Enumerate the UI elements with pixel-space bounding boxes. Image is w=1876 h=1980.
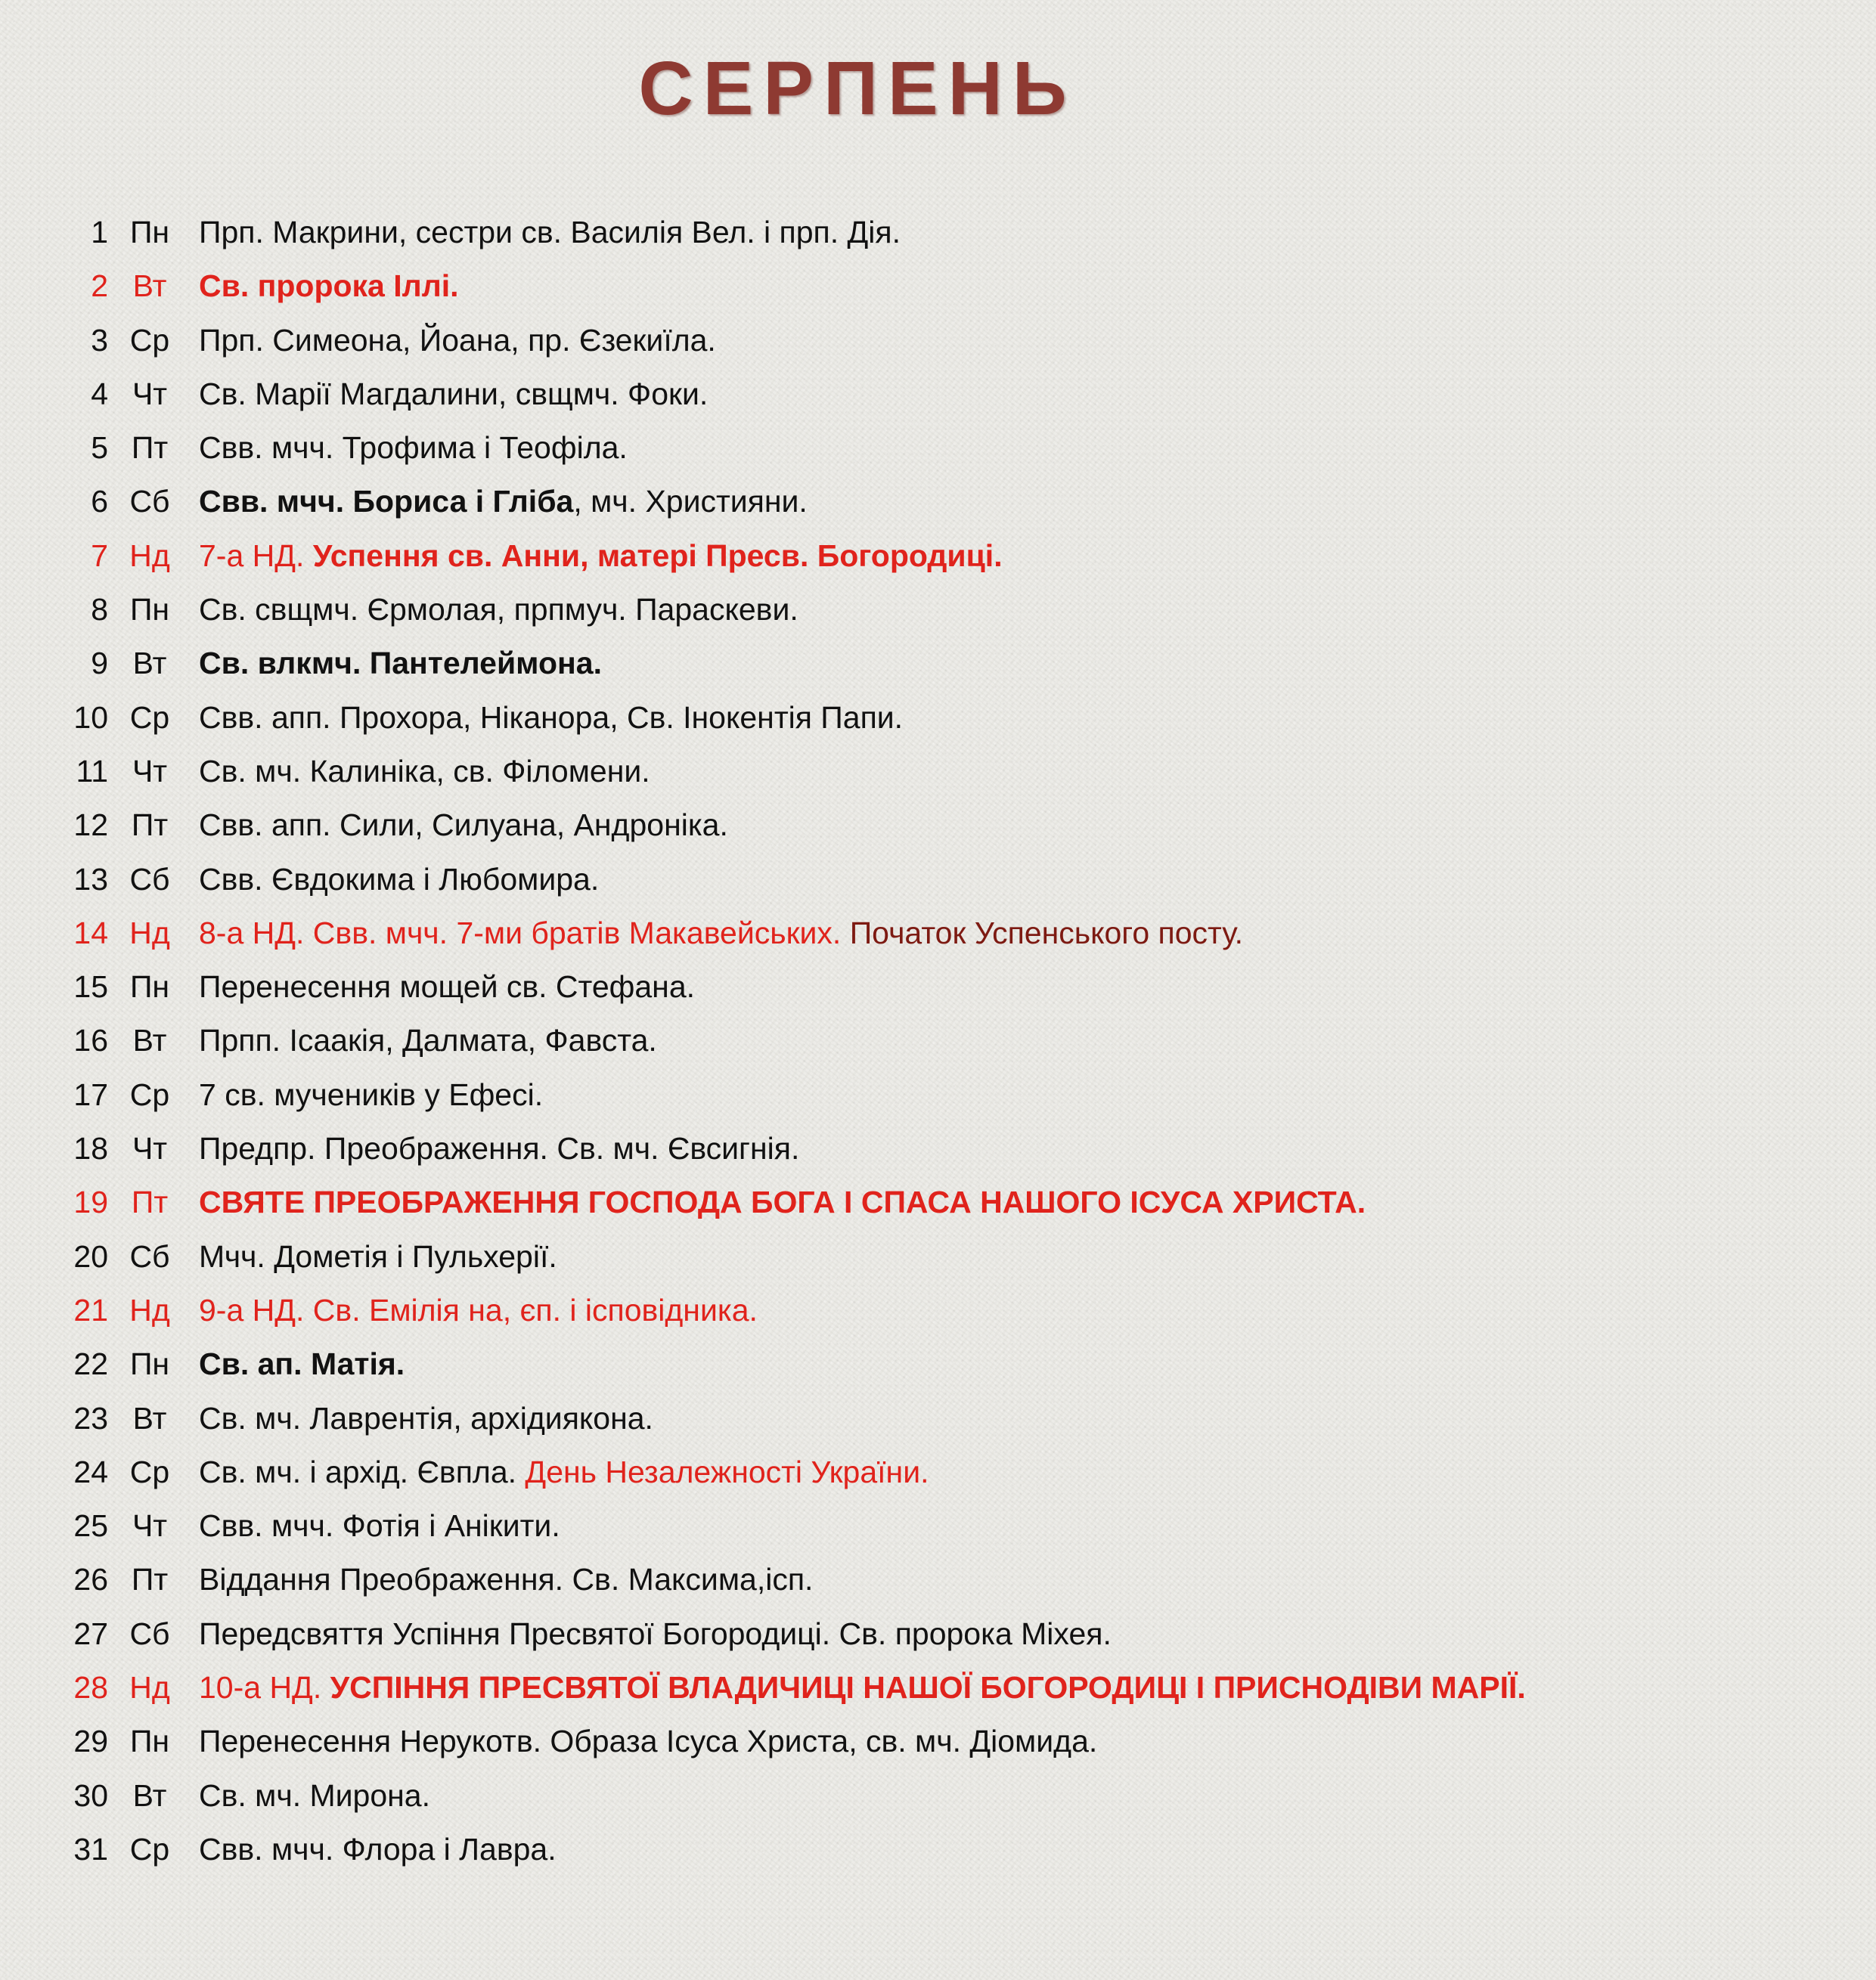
- feast-description: [199, 1445, 929, 1499]
- day-row: [0, 853, 1876, 906]
- weekday-label: Пн: [129, 215, 170, 249]
- feast-description: [199, 745, 650, 798]
- weekday-label: Вт: [132, 1400, 167, 1436]
- weekday-label: Нд: [129, 1292, 170, 1328]
- day-number: 20: [73, 1238, 108, 1274]
- feast-text-segment: , мч. Християни.: [573, 484, 808, 519]
- feast-text-segment: Свв. Євдокима і Любомира.: [199, 861, 600, 897]
- day-row: [0, 1176, 1876, 1229]
- feast-description: [199, 906, 1243, 960]
- day-number: 18: [73, 1131, 108, 1167]
- weekday-label: Чт: [132, 753, 168, 789]
- feast-text-segment: Св. пророка Іллі.: [199, 268, 459, 304]
- day-number: 28: [73, 1670, 108, 1706]
- day-number: 31: [73, 1831, 108, 1867]
- feast-description: [199, 583, 798, 637]
- feast-description: [199, 1176, 1366, 1229]
- day-row: [0, 1715, 1876, 1768]
- day-number: 5: [91, 430, 108, 466]
- day-row: [0, 798, 1876, 852]
- feast-text-segment: Початок Успенського посту.: [849, 915, 1244, 950]
- weekday-label: Нд: [129, 538, 170, 573]
- day-number: 17: [73, 1077, 108, 1112]
- weekday-label: Ср: [129, 699, 170, 735]
- feast-text-segment: Перенесення мощей св. Стефана.: [199, 969, 696, 1005]
- day-row: [0, 475, 1876, 528]
- feast-description: [199, 637, 602, 690]
- day-number: 4: [91, 376, 108, 411]
- feast-text-segment: Прп. Симеона, Йоана, пр. Єзекиїла.: [199, 322, 716, 358]
- day-list: [0, 206, 1876, 1876]
- feast-description: [199, 475, 808, 528]
- feast-text-segment: Свв. мчч. Фотія і Анікити.: [199, 1508, 560, 1544]
- day-number: 21: [73, 1292, 108, 1328]
- day-row: [0, 691, 1876, 745]
- feast-text-segment: Свв. мчч. Флора і Лавра.: [199, 1831, 557, 1867]
- day-row: [0, 1068, 1876, 1122]
- weekday-label: Пт: [131, 1185, 169, 1220]
- feast-description: [199, 1284, 758, 1337]
- weekday-label: Вт: [132, 268, 167, 304]
- weekday-label: Ср: [129, 322, 170, 358]
- weekday-label: Нд: [129, 1670, 170, 1706]
- feast-description: [199, 1823, 557, 1876]
- feast-description: [199, 206, 901, 259]
- feast-text-segment: Св. мч. Мирона.: [199, 1777, 430, 1813]
- feast-description: [199, 1122, 799, 1176]
- feast-description: [199, 1499, 560, 1553]
- day-number: 24: [73, 1454, 108, 1489]
- feast-text-segment: 10-а НД.: [199, 1670, 330, 1706]
- day-number: 9: [91, 646, 108, 681]
- weekday-label: Чт: [132, 376, 168, 411]
- feast-text-segment: Прпп. Ісаакія, Далмата, Фавста.: [199, 1023, 657, 1058]
- weekday-label: Чт: [132, 1131, 168, 1167]
- day-number: 29: [73, 1724, 108, 1759]
- feast-description: [199, 529, 1003, 583]
- feast-text-segment: 7-а НД.: [199, 538, 313, 573]
- feast-description: [199, 1715, 1097, 1768]
- day-number: 22: [73, 1346, 108, 1382]
- day-number: 23: [73, 1400, 108, 1436]
- day-row: [0, 1284, 1876, 1337]
- feast-text-segment: Предпр. Преображення. Св. мч. Євсигнія.: [199, 1131, 800, 1167]
- weekday-label: Сб: [129, 861, 170, 897]
- day-row: [0, 206, 1876, 259]
- day-row: [0, 906, 1876, 960]
- day-number: 10: [73, 699, 108, 735]
- day-row: [0, 1499, 1876, 1553]
- weekday-label: Пн: [129, 969, 170, 1005]
- feast-text-segment: Св. мч. Калиніка, св. Філомени.: [199, 753, 650, 789]
- day-number: 1: [91, 215, 108, 249]
- feast-text-segment: Свв. мчч. Трофима і Теофіла.: [199, 430, 628, 466]
- weekday-label: Сб: [129, 1616, 170, 1651]
- feast-text-segment: Св. ап. Матія.: [199, 1346, 405, 1382]
- feast-text-segment: Свв. мчч. Бориса і Гліба: [199, 484, 574, 519]
- day-row: [0, 637, 1876, 690]
- feast-text-segment: Св. Марії Магдалини, свщмч. Фоки.: [199, 376, 709, 411]
- feast-description: [199, 853, 599, 906]
- feast-text-segment: Успення св. Анни, матері Пресв. Богородиці.: [312, 538, 1003, 573]
- feast-text-segment: Св. мч. і архід. Євпла.: [199, 1454, 526, 1489]
- weekday-label: Пн: [129, 592, 170, 627]
- day-row: [0, 583, 1876, 637]
- weekday-label: Ср: [129, 1831, 170, 1867]
- day-number: 27: [73, 1616, 108, 1651]
- day-number: 15: [73, 969, 108, 1005]
- feast-text-segment: Перенесення Нерукотв. Образа Ісуса Христа, св. мч. Діомида.: [199, 1724, 1098, 1759]
- day-row: [0, 1337, 1876, 1391]
- feast-description: [199, 1230, 557, 1284]
- day-number: 11: [76, 753, 108, 789]
- day-row: [0, 1122, 1876, 1176]
- feast-text-segment: 9-а НД. Св. Емілія на, єп. і ісповідника.: [199, 1292, 758, 1328]
- day-number: 2: [91, 268, 108, 304]
- day-number: 14: [73, 915, 108, 950]
- day-number: 16: [73, 1023, 108, 1058]
- feast-text-segment: День Незалежності України.: [525, 1454, 929, 1489]
- weekday-label: Вт: [132, 1023, 167, 1058]
- feast-text-segment: Передсвяття Успіння Пресвятої Богородиці. Св. пророка Міхея.: [199, 1616, 1112, 1651]
- weekday-label: Пт: [131, 807, 169, 843]
- feast-description: [199, 1392, 653, 1445]
- feast-description: [199, 421, 628, 475]
- day-row: [0, 1553, 1876, 1607]
- feast-text-segment: 8-а НД. Свв. мчч. 7-ми братів Макавейських.: [199, 915, 850, 950]
- weekday-label: Пн: [129, 1724, 170, 1759]
- weekday-label: Сб: [129, 484, 170, 519]
- feast-text-segment: УСПІННЯ ПРЕСВЯТОЇ ВЛАДИЧИЦІ НАШОЇ БОГОРОДИЦІ І ПРИСНОДІВИ МАРІЇ.: [330, 1670, 1526, 1706]
- day-row: [0, 1769, 1876, 1823]
- day-number: 26: [73, 1562, 108, 1597]
- feast-description: [199, 798, 728, 852]
- month-title: СЕРПЕНЬ: [638, 46, 1077, 131]
- feast-text-segment: Св. свщмч. Єрмолая, прпмуч. Параскеви.: [199, 592, 798, 627]
- weekday-label: Сб: [129, 1238, 170, 1274]
- day-row: [0, 314, 1876, 367]
- day-row: [0, 1661, 1876, 1715]
- day-number: 7: [91, 538, 108, 573]
- feast-text-segment: СВЯТЕ ПРЕОБРАЖЕННЯ ГОСПОДА БОГА І СПАСА НАШОГО ІСУСА ХРИСТА.: [199, 1185, 1366, 1220]
- feast-text-segment: Віддання Преображення. Св. Максима,ісп.: [199, 1562, 814, 1597]
- weekday-label: Нд: [129, 915, 170, 950]
- feast-description: [199, 1661, 1526, 1715]
- weekday-label: Ср: [129, 1077, 170, 1112]
- day-number: 30: [73, 1777, 108, 1813]
- day-number: 3: [91, 322, 108, 358]
- day-row: [0, 1014, 1876, 1067]
- feast-description: [199, 1014, 657, 1067]
- day-row: [0, 421, 1876, 475]
- day-number: 13: [73, 861, 108, 897]
- feast-text-segment: Свв. апп. Прохора, Ніканора, Св. Інокентія Папи.: [199, 699, 904, 735]
- weekday-label: Вт: [132, 1777, 167, 1813]
- weekday-label: Пт: [131, 430, 169, 466]
- day-number: 25: [73, 1508, 108, 1544]
- day-number: 12: [73, 807, 108, 843]
- feast-description: [199, 314, 716, 367]
- feast-description: [199, 960, 695, 1014]
- feast-text-segment: Св. влкмч. Пантелеймона.: [199, 646, 602, 681]
- feast-description: [199, 1337, 405, 1391]
- day-row: [0, 1230, 1876, 1284]
- day-number: 19: [73, 1185, 108, 1220]
- day-number: 8: [91, 592, 108, 627]
- feast-description: [199, 1553, 813, 1607]
- feast-text-segment: Прп. Макрини, сестри св. Василія Вел. і прп. Дія.: [199, 215, 901, 249]
- day-row: [0, 1607, 1876, 1661]
- feast-description: [199, 259, 459, 313]
- day-row: [0, 529, 1876, 583]
- weekday-label: Чт: [132, 1508, 168, 1544]
- feast-description: [199, 1607, 1112, 1661]
- day-number: 6: [91, 484, 108, 519]
- day-row: [0, 1392, 1876, 1445]
- day-row: [0, 367, 1876, 421]
- day-row: [0, 1445, 1876, 1499]
- day-row: [0, 960, 1876, 1014]
- day-row: [0, 259, 1876, 313]
- weekday-label: Пт: [131, 1562, 169, 1597]
- feast-text-segment: Мчч. Дометія і Пульхерії.: [199, 1238, 557, 1274]
- weekday-label: Ср: [129, 1454, 170, 1489]
- day-row: [0, 745, 1876, 798]
- feast-description: [199, 1068, 543, 1122]
- feast-text-segment: Свв. апп. Сили, Силуана, Андроніка.: [199, 807, 728, 843]
- day-row: [0, 1823, 1876, 1876]
- feast-description: [199, 691, 903, 745]
- feast-description: [199, 367, 708, 421]
- feast-description: [199, 1769, 430, 1823]
- feast-text-segment: 7 св. мучеників у Ефесі.: [199, 1077, 544, 1112]
- weekday-label: Пн: [129, 1346, 170, 1382]
- weekday-label: Вт: [132, 646, 167, 681]
- feast-text-segment: Св. мч. Лаврентія, архідиякона.: [199, 1400, 653, 1436]
